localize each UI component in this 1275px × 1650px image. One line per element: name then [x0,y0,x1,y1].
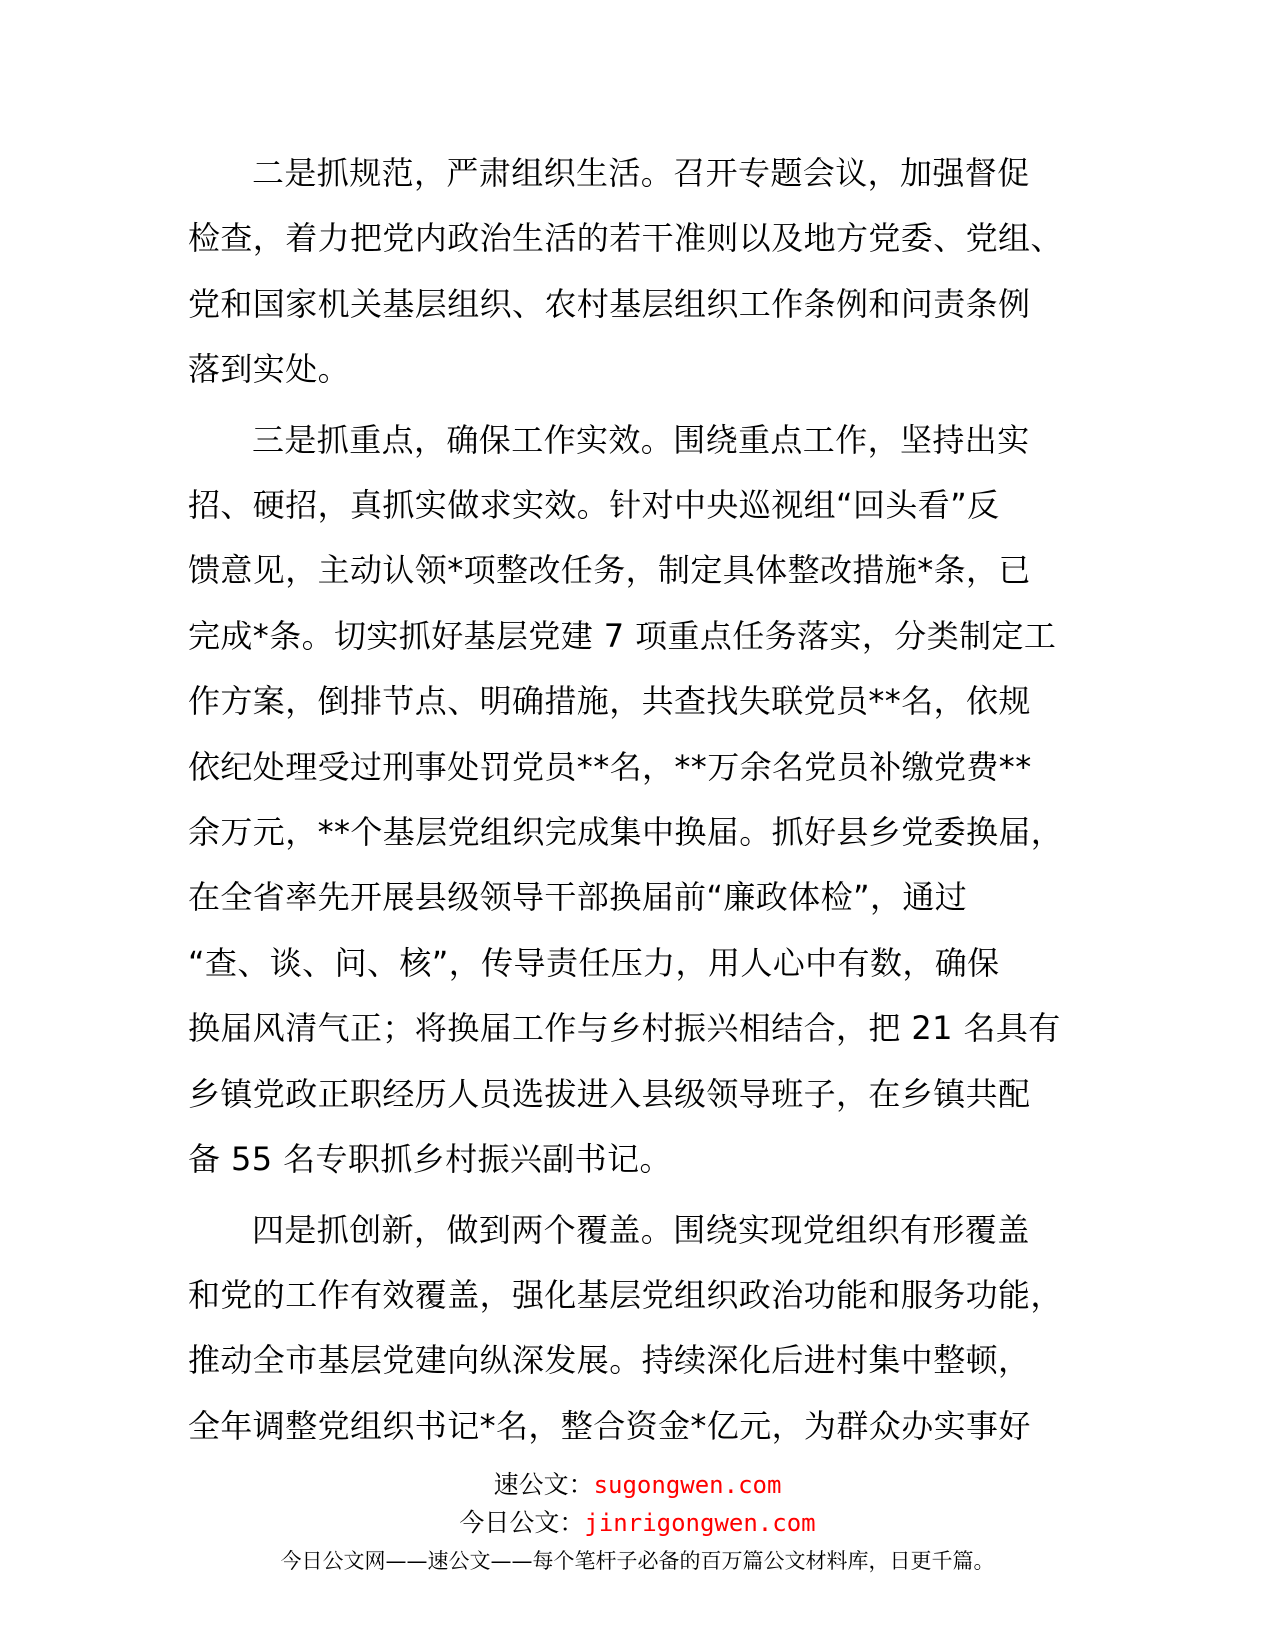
text-line: 在全省率先开展县级领导干部换届前“廉政体检”，通过 [188,878,968,917]
text-line: 落到实处。 [188,350,351,389]
text-line: 余万元，**个基层党组织完成集中换届。抓好县乡党委换届， [188,813,1064,852]
text-line: 备 55 名专职抓乡村振兴副书记。 [188,1140,672,1179]
footer-tagline: 今日公文网——速公文——每个笔杆子必备的百万篇公文材料库，日更千篇。 [280,1549,995,1573]
text-line: 乡镇党政正职经历人员选拔进入县级领导班子，在乡镇共配 [188,1074,1031,1113]
text-line: 依纪处理受过刑事处罚党员**名，**万余名党员补缴党费** [188,747,1032,786]
text-line: 馈意见，主动认领*项整改任务，制定具体整改措施*条，已 [188,551,1031,590]
text-line: 三是抓重点，确保工作实效。围绕重点工作，坚持出实 [252,420,1030,459]
text-line: 检查，着力把党内政治生活的若干准则以及地方党委、党组、 [188,219,1063,258]
watermark-footer [0,1466,1275,1578]
text-line: “查、谈、问、核”，传导责任压力，用人心中有数，确保 [188,943,1000,982]
footer-label: 今日公文： [459,1508,585,1537]
text-line: 招、硬招，真抓实做求实效。针对中央巡视组“回头看”反 [188,486,1000,525]
text-line: 四是抓创新，做到两个覆盖。围绕实现党组织有形覆盖 [252,1210,1030,1249]
text-line: 党和国家机关基层组织、农村基层组织工作条例和问责条例 [188,284,1031,323]
footer-jinrigongwen [0,1504,1275,1542]
paragraph [188,408,1088,1193]
paragraph [188,141,1088,403]
footer-label: 速公文： [493,1470,594,1499]
jinrigongwen-link[interactable]: jinrigongwen.com [584,1509,816,1537]
text-line: 和党的工作有效覆盖，强化基层党组织政治功能和服务功能， [188,1275,1063,1314]
document-body [188,141,1088,1464]
text-line: 作方案，倒排节点、明确措施，共查找失联党员**名，依规 [188,682,1031,721]
text-line: 完成*条。切实抓好基层党建 7 项重点任务落实，分类制定工 [188,616,1057,655]
footer-sugongwen [0,1466,1275,1504]
text-line: 推动全市基层党建向纵深发展。持续深化后进村集中整顿， [188,1341,1031,1380]
text-line: 二是抓规范，严肃组织生活。召开专题会议，加强督促 [252,154,1030,192]
paragraph [188,1198,1088,1460]
sugongwen-link[interactable]: sugongwen.com [593,1471,782,1499]
text-line: 全年调整党组织书记*名，整合资金*亿元，为群众办实事好 [188,1406,1031,1445]
text-line: 换届风清气正；将换届工作与乡村振兴相结合，把 21 名具有 [188,1009,1061,1048]
